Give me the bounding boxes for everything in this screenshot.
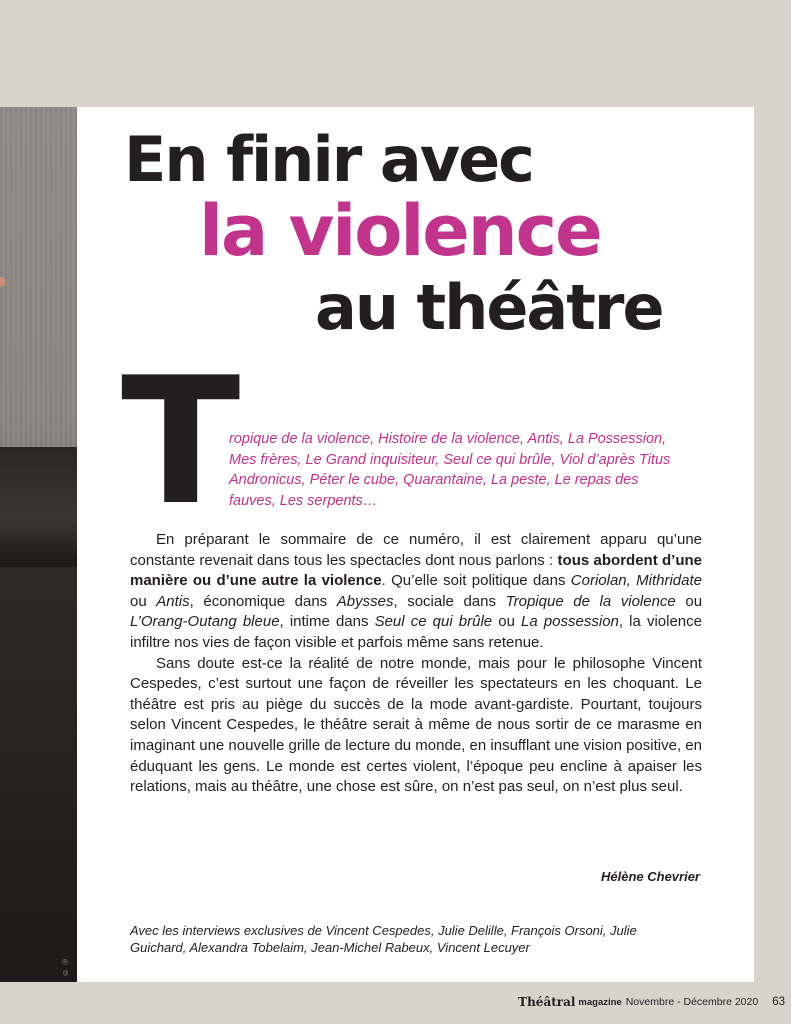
paragraph-2: Sans doute est-ce la réalité de notre monde, mais pour le philosophe Vincent Cespedes, c’est surtout une façon de réveiller les spectateurs en les choquant. Le théâtre est pris au piège du succès de la mode avant-gardiste. Pourtant, toujours selon Vincent Cespedes, le théâtre serait à même de nous sortir de ce marasme en imaginant une nouvelle grille de lecture du monde, en insufflant une vision positive, en éduquant les gens. Le monde est certes violent, l’époque peu encline à apaiser les relations, mais au théâtre, une chose est sûre, on n’est pas seul, on n’est plus seul. — [130, 654, 702, 796]
photo-strip — [0, 107, 77, 982]
footer-magazine: magazine — [578, 996, 622, 1008]
page-footer — [520, 994, 785, 1010]
footer-issue: Novembre - Décembre 2020 — [625, 996, 759, 1008]
article-body — [130, 530, 702, 798]
title-line-2: la violence — [199, 190, 601, 272]
interview-credits: Avec les interviews exclusives de Vincent Cespedes, Julie Delille, François Orsoni, Julie Guichard, Alexandra Tobelaim, Jean-Michel Rabeux, Vincent Lecuyer — [130, 923, 637, 955]
paragraph-1: En préparant le sommaire de ce numéro, il est clairement apparu qu’une constante revenait dans tous les spectacles dont nous parlons : tous abordent d’une manière ou d’une autre la violence. Qu’elle soit politique dans Coriolan, Mithridate ou Antis, économique dans Abysses, sociale dans Tropique de la violence ou L’Orang-Outang bleue, intime dans Seul ce qui brûle ou La possession, la violence infiltre nos vies de façon visible et parfois même sans retenue. — [130, 531, 703, 651]
title-line-1: En finir avec — [124, 123, 533, 196]
footer-brand: Théâtral — [518, 995, 576, 1009]
article-page — [77, 107, 754, 982]
drop-cap: T — [121, 341, 241, 544]
page-number: 63 — [772, 996, 785, 1008]
author-name: Hélène Chevrier — [601, 869, 700, 884]
title-line-3: au théâtre — [315, 271, 663, 344]
photo-credit-mark: © ◎ — [62, 958, 69, 975]
intro-text: ropique de la violence, Histoire de la violence, Antis, La Possession, Mes frères, Le Grand inquisiteur, Seul ce qui brûle, Viol d’après Titus Andronicus, Péter le cube, Quarantaine, La peste, Le repas des fauves, Les serpents… — [229, 431, 671, 509]
stage-floor — [0, 447, 77, 567]
curtain-texture — [0, 107, 77, 447]
